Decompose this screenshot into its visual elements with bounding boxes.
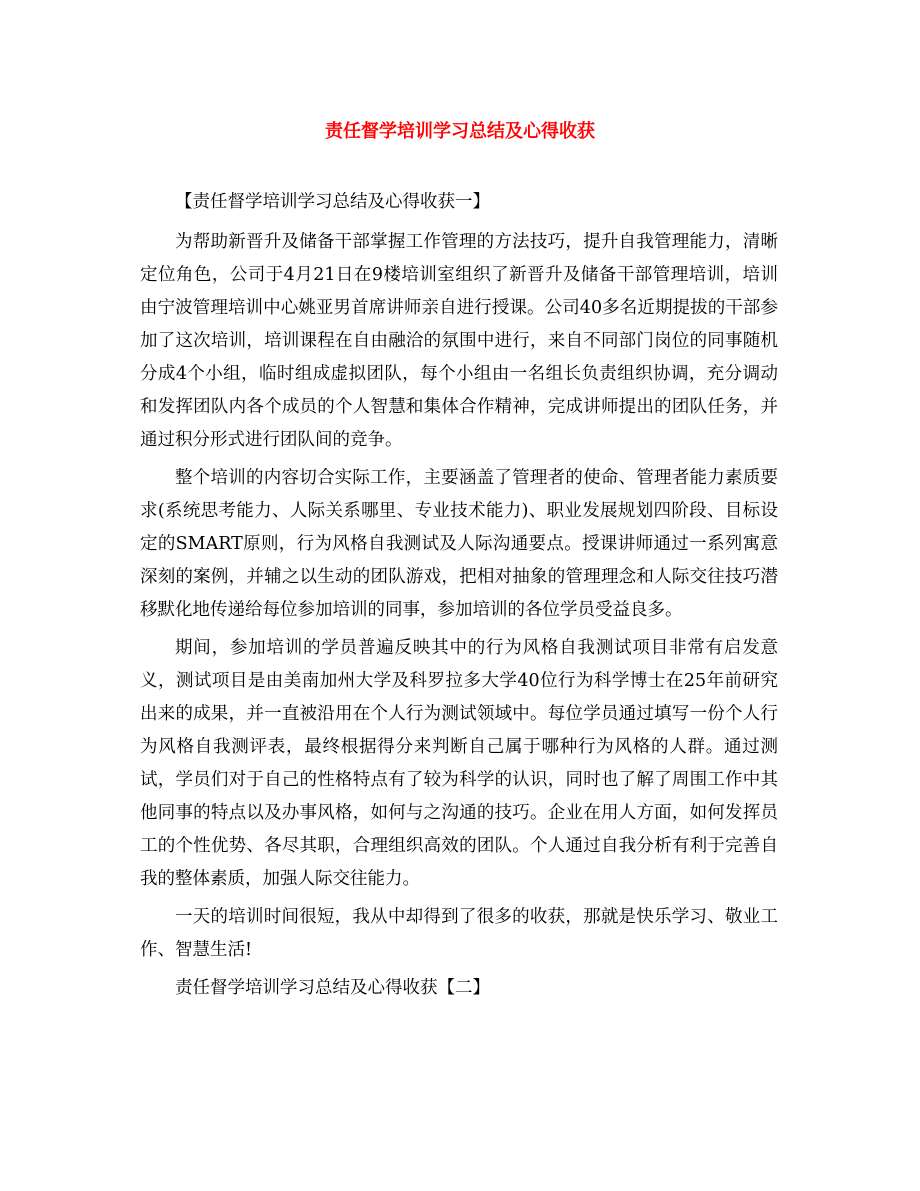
paragraph-4: 一天的培训时间很短，我从中却得到了很多的收获，那就是快乐学习、敬业工作、智慧生活! [140, 907, 778, 960]
section-heading-2: 责任督学培训学习总结及心得收获【二】 [175, 978, 490, 998]
paragraph-1: 为帮助新晋升及储备干部掌握工作管理的方法技巧，提升自我管理能力，清晰定位角色，公司于4月21日在9楼培训室组织了新晋升及储备干部管理培训，培训由宁波管理培训中心姚亚男首席讲师亲自进行授课。公司40多名近期提拔的干部参加了这次培训，培训课程在自由融洽的氛围中进行，来自不同部门岗位的同事随机分成4个小组，临时组成虚拟团队，每个小组由一名组长负责组织协调，充分调动和发挥团队内各个成员的个人智慧和集体合作精神，完成讲师提出的团队任务，并通过积分形式进行团队间的竞争。 [140, 232, 778, 450]
paragraph-2: 整个培训的内容切合实际工作，主要涵盖了管理者的使命、管理者能力素质要求(系统思考能力、人际关系哪里、专业技术能力)、职业发展规划四阶段、目标设定的SMART原则，行为风格自我测试及人际沟通要点。授课讲师通过一系列寓意深刻的案例，并辅之以生动的团队游戏，把相对抽象的管理理念和人际交往技巧潜移默化地传递给每位参加培训的同事，参加培训的各位学员受益良多。 [140, 468, 778, 620]
document-body [140, 186, 778, 1005]
paragraph-3: 期间，参加培训的学员普遍反映其中的行为风格自我测试项目非常有启发意义，测试项目是由美南加州大学及科罗拉多大学40位行为科学博士在25年前研究出来的成果，并一直被沿用在个人行为测试领域中。每位学员通过填写一份个人行为风格自我测评表，最终根据得分来判断自己属于哪种行为风格的人群。通过测试，学员们对于自己的性格特点有了较为科学的认识，同时也了解了周围工作中其他同事的特点以及办事风格，如何与之沟通的技巧。企业在用人方面，如何发挥员工的个性优势、各尽其职，合理组织高效的团队。个人通过自我分析有利于完善自我的整体素质，加强人际交往能力。 [140, 638, 778, 889]
section-heading-1: 【责任督学培训学习总结及心得收获一】 [175, 192, 490, 212]
document-title: 责任督学培训学习总结及心得收获 [325, 121, 595, 142]
